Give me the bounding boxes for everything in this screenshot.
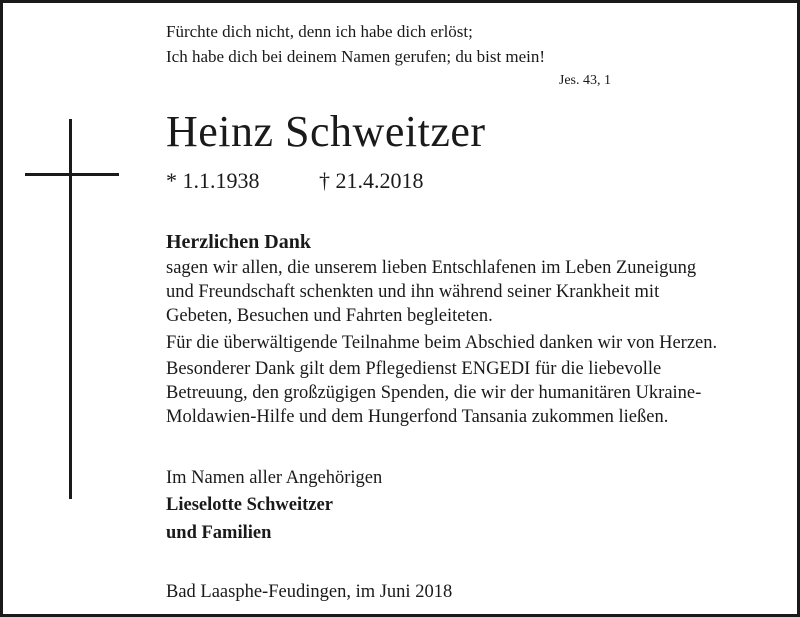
signature-intro: Im Namen aller Angehörigen [166, 468, 383, 488]
signature-name: Lieselotte Schweitzer [166, 495, 333, 515]
verse-line-1: Fürchte dich nicht, denn ich habe dich erlöst; [166, 22, 473, 41]
thanks-line: und Freundschaft schenkten und ihn während seiner Krankheit mit [166, 282, 660, 302]
thanks-heading: Herzlichen Dank [166, 231, 311, 253]
thanks-line: Für die überwältigende Teilnahme beim Abschied danken wir von Herzen. [166, 333, 718, 353]
death-date: † 21.4.2018 [319, 168, 424, 193]
signature-family: und Familien [166, 523, 272, 543]
thanks-line: Betreuung, den großzügigen Spenden, die wir der humanitären Ukraine- [166, 383, 702, 403]
thanks-line: Besonderer Dank gilt dem Pflegedienst ENGEDI für die liebevolle [166, 359, 662, 379]
place-date: Bad Laasphe-Feudingen, im Juni 2018 [166, 582, 453, 602]
cross-icon-bar [25, 173, 119, 176]
cross-icon [69, 119, 72, 499]
thanks-line: sagen wir allen, die unserem lieben Entschlafenen im Leben Zuneigung [166, 258, 697, 278]
thanks-line: Moldawien-Hilfe und dem Hungerfond Tansania zukommen ließen. [166, 407, 669, 427]
verse-line-2: Ich habe dich bei deinem Namen gerufen; du bist mein! [166, 47, 546, 66]
deceased-name: Heinz Schweitzer [166, 107, 486, 156]
verse-reference: Jes. 43, 1 [558, 73, 611, 88]
birth-date: * 1.1.1938 [166, 168, 260, 193]
thanks-line: Gebeten, Besuchen und Fahrten begleiteten. [166, 306, 493, 326]
